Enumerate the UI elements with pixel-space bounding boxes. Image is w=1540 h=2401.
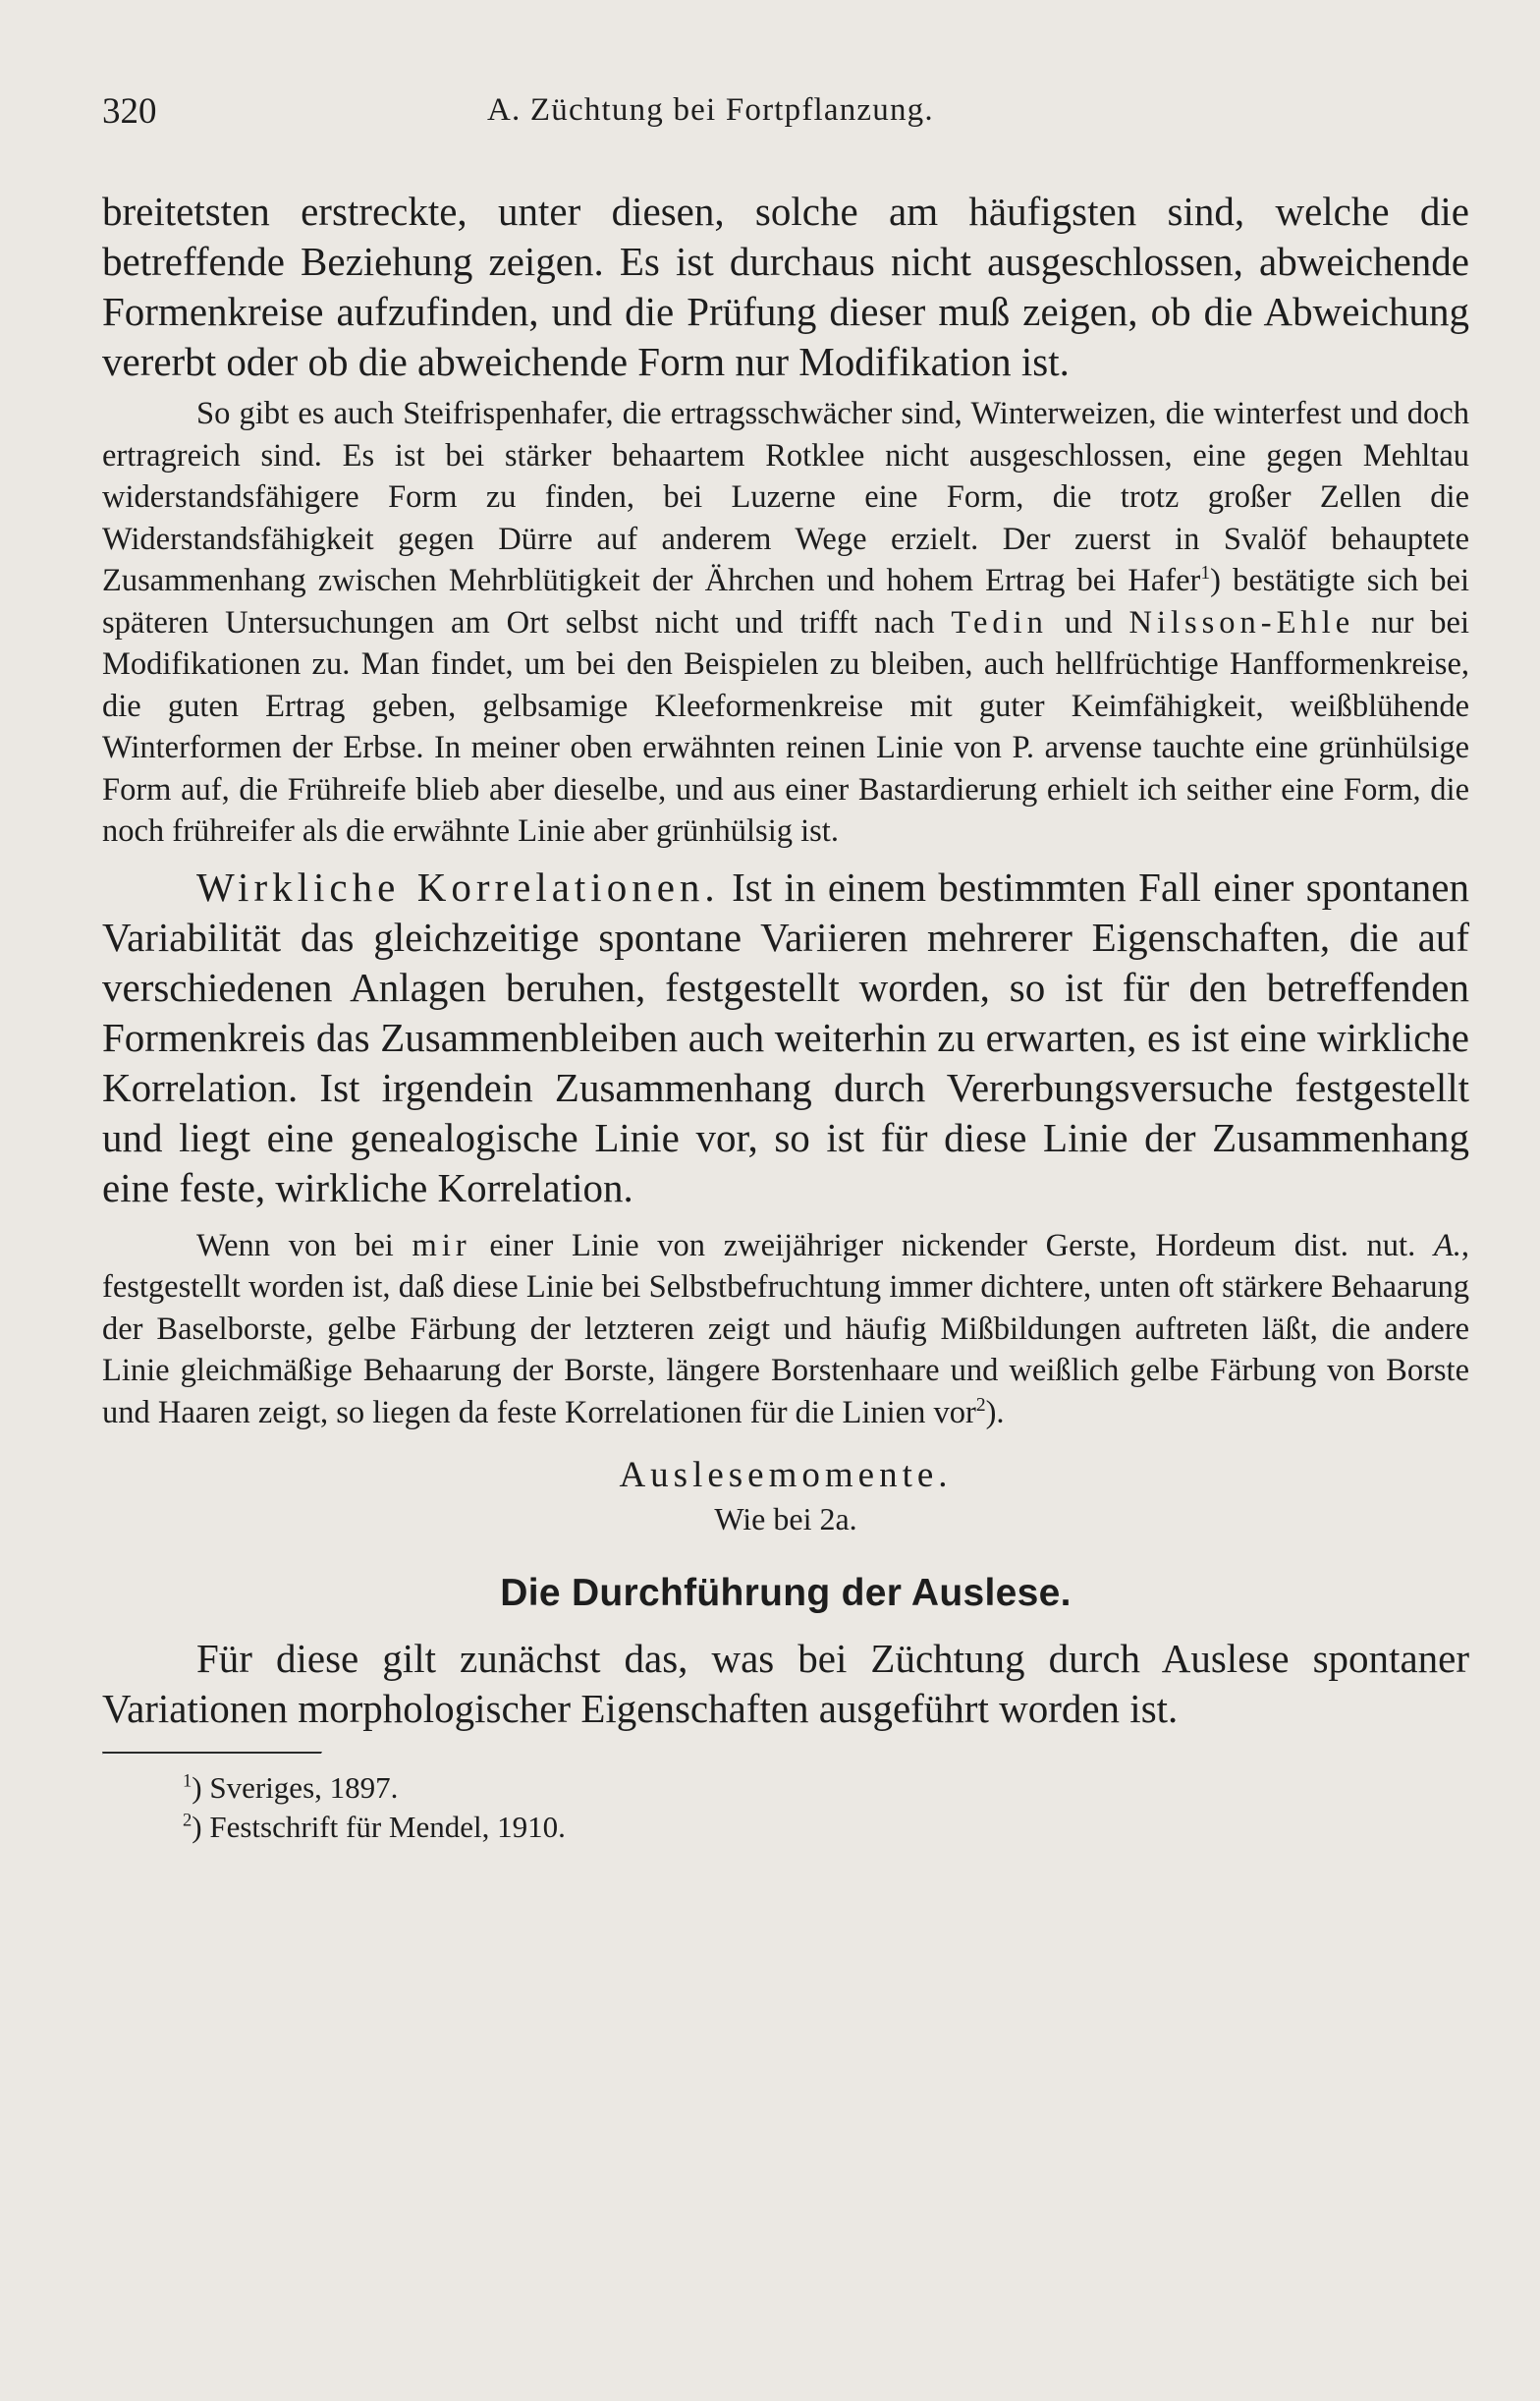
author-nilsson-ehle: Nilsson-Ehle [1128,604,1355,641]
p4-text-b: einer Linie von zweijähriger nickender Gerste, Hordeum dist. nut. [470,1227,1434,1263]
footnote-rule [102,1752,322,1755]
paragraph-4 [102,1225,1469,1434]
footnote-mark: 1 [183,1770,192,1792]
page-number: 320 [102,91,157,132]
footnote-mark: 2 [183,1810,192,1831]
footnote-text: ) Festschrift für Mendel, 1910. [192,1810,566,1844]
paragraph-3 [102,863,1469,1213]
p2-text-c: und [1047,604,1129,641]
footnote-2 [102,1808,1469,1847]
bold-section-heading: Die Durchführung der Auslese. [500,1572,1072,1614]
paragraph-2 [102,393,1469,853]
footnotes [102,1768,1469,1847]
footnote-ref-2: 2 [975,1394,986,1416]
inline-heading-korrelationen: Wirkliche Korrelationen. [196,864,720,910]
p4-text-c: , festgestellt worden ist, daß diese Linie bei Selbstbefruchtung immer dichtere, unten oft stärkere Behaarung der Baselborste, gelbe Färbung der letzteren zeigt und häufig Mißbildungen auftreten läßt, die andere Linie gleichmäßige Behaarung der Borste, längere Borstenhaare und weißlich gelbe Färbung von Borste und Haaren zeigt, so liegen da feste Korrelationen für die Linien vor [102,1227,1469,1430]
italic-a: A. [1433,1227,1461,1263]
p4-text-d: ). [985,1394,1005,1430]
running-head [102,90,1450,140]
footnote-1 [102,1768,1469,1808]
running-title: A. Züchtung bei Fortpflanzung. [487,92,934,128]
author-tedin: Tedin [951,604,1048,641]
footnote-ref-1: 1 [1200,563,1211,585]
text-column [102,187,1469,1847]
p4-text-a: Wenn von bei [196,1227,412,1263]
paragraph-1: breitetsten erstreckte, unter diesen, solche am häufigsten sind, welche die betreffende Beziehung zeigen. Es ist durchaus nicht ausgeschlossen, abweichende Formenkreise aufzufinden, und die Prüfung dieser muß zeigen, ob die Abweichung vererbt oder ob die abweichende Form nur Modifikation ist. [102,189,1469,384]
section-subheading: Wie bei 2a. [714,1501,857,1536]
p2-text-a: So gibt es auch Steifrispenhafer, die ertragsschwächer sind, Winterweizen, die winterfest und doch ertragreich sind. Es ist bei stärker behaartem Rotklee nicht ausgeschlossen, eine gegen Mehltau widerstandsfähigere Form zu finden, bei Luzerne eine Form, die trotz großer Zellen die Widerstandsfähigkeit gegen Dürre auf anderem Wege erzielt. Der zuerst in Svalöf behauptete Zusammenhang zwischen Mehrblütigkeit der Ährchen und hohem Ertrag bei Hafer [102,396,1469,598]
paragraph-5: Für diese gilt zunächst das, was bei Züchtung durch Auslese spontaner Variationen morphologischer Eigenschaften ausgeführt worden ist. [102,1636,1469,1731]
footnote-text: ) Sveriges, 1897. [192,1770,399,1805]
p2-text-b: ) bestätigte sich bei späteren Untersuchungen am Ort selbst nicht und trifft nach [102,563,1469,641]
p3-text: Ist in einem bestimmten Fall einer spontanen Variabilität das gleichzeitige spontane Variieren mehrerer Eigenschaften, die auf verschiedenen Anlagen beruhen, festgestellt worden, so ist für den betreffenden Formenkreis das Zusammenbleiben auch weiterhin zu erwarten, es ist eine wirkliche Korrelation. Ist irgendein Zusammenhang durch Vererbungsversuche festgestellt und liegt eine genealogische Linie vor, so ist für diese Linie der Zusammenhang eine feste, wirkliche Korrelation. [102,864,1469,1210]
p2-text-d: nur bei Modifikationen zu. Man findet, um bei den Beispielen zu bleiben, auch hellfrüchtige Hanfformenkreise, die guten Ertrag geben, gelbsamige Kleeformenkreise mit guter Keimfähigkeit, weißblühende Winterformen der Erbse. In meiner oben erwähnten reinen Linie von P. arvense tauchte eine grünhülsige Form auf, die Frühreife blieb aber dieselbe, und aus einer Bastardierung erhielt ich seither eine Form, die noch frühreifer als die erwähnte Linie aber grünhülsig ist. [102,604,1469,849]
section-heading: Auslesemomente. [619,1455,953,1495]
emphasis-mir: mir [412,1227,471,1263]
